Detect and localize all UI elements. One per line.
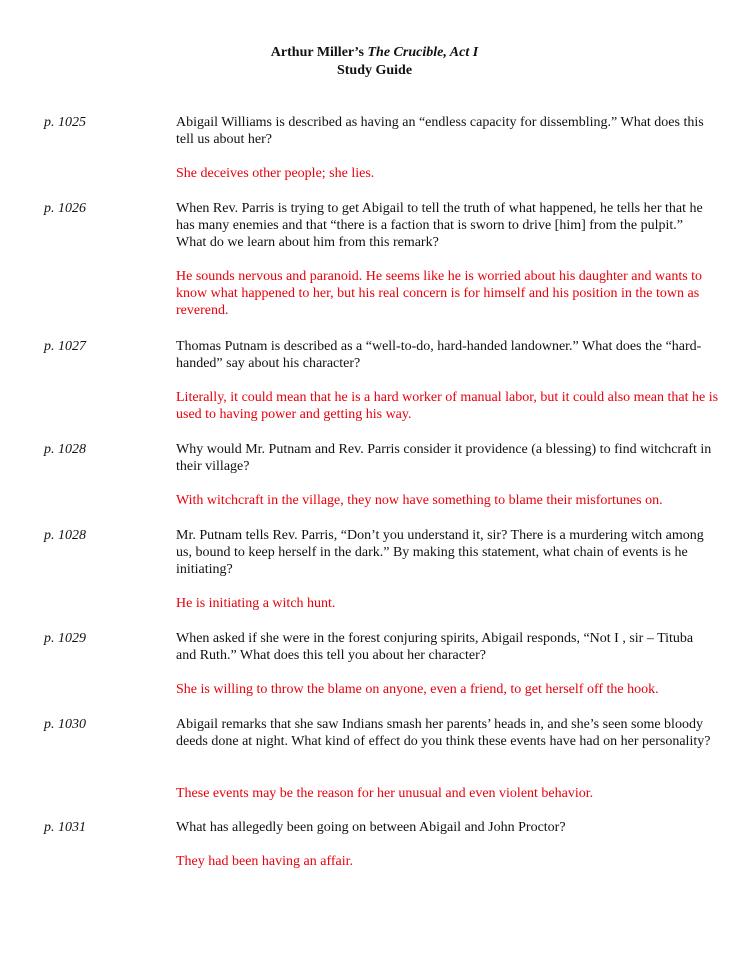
question-text: Abigail remarks that she saw Indians smash her parents’ heads in, and she’s seen some bloody deeds done at night. What kind of effect do you think these events have had on her personality? [176, 717, 711, 749]
answer-text: He is initiating a witch hunt. [176, 596, 336, 611]
answer-text: She is willing to throw the blame on anyone, even a friend, to get herself off the hook. [176, 682, 659, 697]
page-reference: p. 1030 [44, 717, 86, 732]
page-reference: p. 1028 [44, 442, 86, 457]
page-reference: p. 1025 [44, 115, 86, 130]
document-title [0, 44, 749, 80]
question-text: Thomas Putnam is described as a “well-to-do, hard-handed landowner.” What does the “hard-handed” say about his character? [176, 339, 702, 371]
title-author: Arthur Miller’s [270, 45, 364, 60]
answer-text: Literally, it could mean that he is a hard worker of manual labor, but it could also mean that he is used to having power and getting his way. [176, 390, 719, 422]
answer-text: With witchcraft in the village, they now have something to blame their misfortunes on. [176, 493, 663, 508]
question-text: What has allegedly been going on between Abigail and John Proctor? [176, 820, 566, 835]
question-text: Abigail Williams is described as having an “endless capacity for dissembling.” What does this tell us about her? [176, 115, 704, 147]
title-work: The Crucible, Act I [367, 45, 479, 60]
question-text: When asked if she were in the forest conjuring spirits, Abigail responds, “Not I , sir – Tituba and Ruth.” What does this tell you about her character? [176, 631, 694, 663]
answer-text: They had been having an affair. [176, 854, 354, 869]
answer-text: He sounds nervous and paranoid. He seems like he is worried about his daughter and wants to know what happened to her, but his real concern is for himself and his position in the town as reverend. [176, 269, 703, 318]
page-reference: p. 1028 [44, 528, 86, 543]
page-reference: p. 1026 [44, 201, 86, 216]
page-reference: p. 1029 [44, 631, 86, 646]
title-line [0, 44, 749, 62]
page-reference: p. 1031 [44, 820, 86, 835]
question-text: When Rev. Parris is trying to get Abigail to tell the truth of what happened, he tells her that he has many enemies and that “there is a faction that is sworn to drive [him] from the pulpit.” What do we learn about him from this remark? [176, 201, 703, 250]
question-text: Mr. Putnam tells Rev. Parris, “Don’t you understand it, sir? There is a murdering witch among us, bound to keep herself in the dark.” By making this statement, what chain of events is he initiating? [176, 528, 704, 577]
answer-text: She deceives other people; she lies. [176, 166, 375, 181]
question-text: Why would Mr. Putnam and Rev. Parris consider it providence (a blessing) to find witchcraft in their village? [176, 442, 712, 474]
answer-text: These events may be the reason for her unusual and even violent behavior. [176, 786, 594, 801]
page-reference: p. 1027 [44, 339, 86, 354]
subtitle: Study Guide [336, 63, 413, 78]
